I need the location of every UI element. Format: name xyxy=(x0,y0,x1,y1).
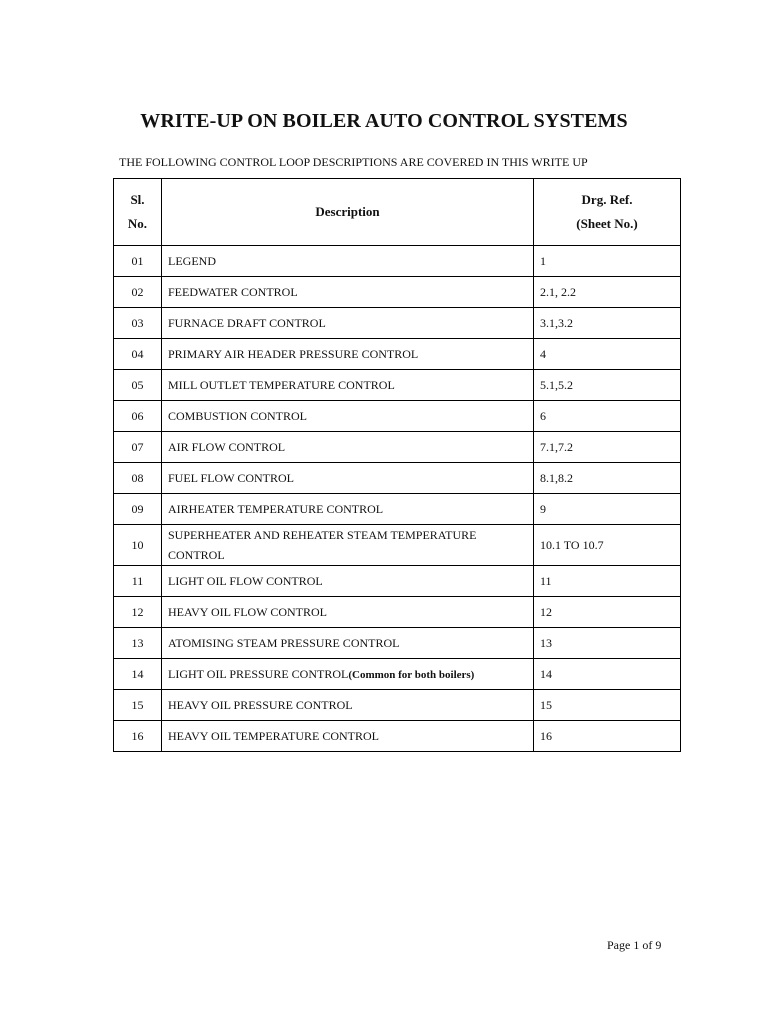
table-header-row xyxy=(114,179,681,246)
cell-description: FEEDWATER CONTROL xyxy=(162,277,534,308)
cell-ref: 5.1,5.2 xyxy=(534,370,681,401)
cell-sl: 10 xyxy=(114,525,162,566)
table-row xyxy=(114,432,681,463)
cell-sl: 01 xyxy=(114,246,162,277)
cell-ref: 8.1,8.2 xyxy=(534,463,681,494)
cell-sl: 04 xyxy=(114,339,162,370)
cell-description: ATOMISING STEAM PRESSURE CONTROL xyxy=(162,628,534,659)
table-row xyxy=(114,690,681,721)
cell-ref: 11 xyxy=(534,566,681,597)
cell-ref: 1 xyxy=(534,246,681,277)
cell-description: COMBUSTION CONTROL xyxy=(162,401,534,432)
header-sl-no xyxy=(114,179,162,246)
table-row xyxy=(114,494,681,525)
header-ref-line2: (Sheet No.) xyxy=(576,216,638,231)
table-row xyxy=(114,566,681,597)
table-row xyxy=(114,463,681,494)
cell-description: HEAVY OIL PRESSURE CONTROL xyxy=(162,690,534,721)
cell-sl: 11 xyxy=(114,566,162,597)
cell-description xyxy=(162,525,534,566)
cell-description-line1: SUPERHEATER AND REHEATER STEAM TEMPERATURE xyxy=(168,528,477,542)
cell-ref: 16 xyxy=(534,721,681,752)
cell-description: FURNACE DRAFT CONTROL xyxy=(162,308,534,339)
cell-description: LEGEND xyxy=(162,246,534,277)
control-loop-table xyxy=(113,178,681,752)
cell-ref: 10.1 TO 10.7 xyxy=(534,525,681,566)
cell-sl: 15 xyxy=(114,690,162,721)
cell-sl: 14 xyxy=(114,659,162,690)
table-row xyxy=(114,659,681,690)
table-row xyxy=(114,401,681,432)
table-row xyxy=(114,246,681,277)
table-row xyxy=(114,339,681,370)
cell-ref: 4 xyxy=(534,339,681,370)
table-row xyxy=(114,525,681,566)
header-sl-line2: No. xyxy=(127,216,148,231)
cell-sl: 13 xyxy=(114,628,162,659)
cell-sl: 05 xyxy=(114,370,162,401)
cell-description: MILL OUTLET TEMPERATURE CONTROL xyxy=(162,370,534,401)
cell-description xyxy=(162,659,534,690)
table-row xyxy=(114,277,681,308)
cell-ref: 9 xyxy=(534,494,681,525)
cell-sl: 02 xyxy=(114,277,162,308)
page-number: Page 1 of 9 xyxy=(607,938,662,952)
table-row xyxy=(114,597,681,628)
cell-description: AIR FLOW CONTROL xyxy=(162,432,534,463)
cell-description: HEAVY OIL TEMPERATURE CONTROL xyxy=(162,721,534,752)
cell-ref: 13 xyxy=(534,628,681,659)
header-ref-line1: Drg. Ref. xyxy=(581,192,633,207)
cell-ref: 6 xyxy=(534,401,681,432)
cell-ref: 2.1, 2.2 xyxy=(534,277,681,308)
table-row xyxy=(114,628,681,659)
table-row xyxy=(114,308,681,339)
header-drg-ref xyxy=(534,179,681,246)
cell-sl: 03 xyxy=(114,308,162,339)
cell-description: FUEL FLOW CONTROL xyxy=(162,463,534,494)
cell-description: AIRHEATER TEMPERATURE CONTROL xyxy=(162,494,534,525)
cell-sl: 07 xyxy=(114,432,162,463)
cell-description-text: LIGHT OIL PRESSURE CONTROL xyxy=(168,666,349,681)
cell-sl: 16 xyxy=(114,721,162,752)
cell-sl: 08 xyxy=(114,463,162,494)
cell-ref: 7.1,7.2 xyxy=(534,432,681,463)
cell-sl: 06 xyxy=(114,401,162,432)
intro-text: THE FOLLOWING CONTROL LOOP DESCRIPTIONS ARE COVERED IN THIS WRITE UP xyxy=(119,155,588,169)
cell-sl: 09 xyxy=(114,494,162,525)
table-row xyxy=(114,721,681,752)
header-sl-line1: Sl. xyxy=(130,192,145,207)
table-row xyxy=(114,370,681,401)
cell-sl: 12 xyxy=(114,597,162,628)
header-description: Description xyxy=(162,179,534,246)
cell-description: LIGHT OIL FLOW CONTROL xyxy=(162,566,534,597)
cell-ref: 3.1,3.2 xyxy=(534,308,681,339)
cell-description: HEAVY OIL FLOW CONTROL xyxy=(162,597,534,628)
cell-description: PRIMARY AIR HEADER PRESSURE CONTROL xyxy=(162,339,534,370)
cell-description-line2: CONTROL xyxy=(168,548,225,562)
cell-ref: 12 xyxy=(534,597,681,628)
cell-description-note: (Common for both boilers) xyxy=(348,668,475,681)
cell-ref: 14 xyxy=(534,659,681,690)
cell-ref: 15 xyxy=(534,690,681,721)
document-title: WRITE-UP ON BOILER AUTO CONTROL SYSTEMS xyxy=(140,110,628,132)
